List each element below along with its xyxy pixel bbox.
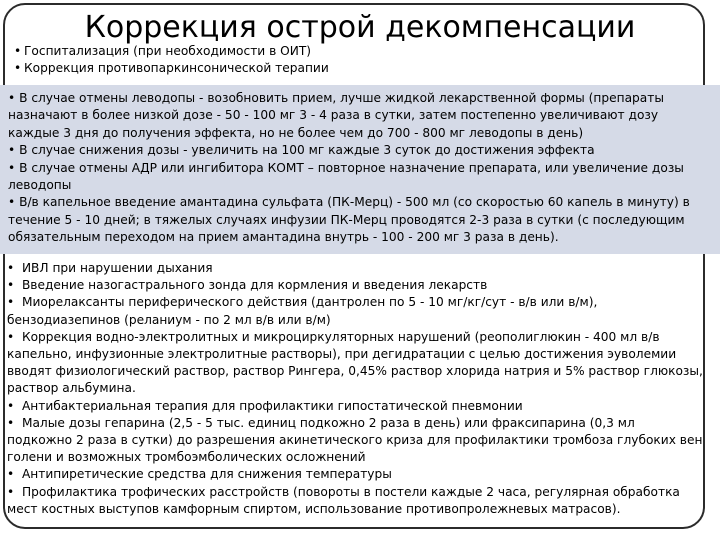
list-item-text: Госпитализация (при необходимости в ОИТ) <box>24 44 312 58</box>
bullet-icon: • <box>8 160 20 175</box>
list-item <box>14 60 329 77</box>
bullet-icon: • <box>7 295 22 310</box>
list-item <box>7 466 703 483</box>
list-item-text: Введение назогастрального зонда для кормления и введения лекарств <box>21 278 488 293</box>
list-item-text: Коррекция противопаркинсонической терапии <box>24 61 329 75</box>
page-title: Коррекция острой декомпенсации <box>84 10 636 45</box>
list-item-text: Антибактериальная терапия для профилактики гипостатической пневмонии <box>21 398 523 413</box>
bullet-icon: • <box>14 61 22 75</box>
highlighted-text-box <box>0 85 720 254</box>
bullet-icon: • <box>7 278 22 293</box>
list-item <box>7 329 703 398</box>
bottom-bullet-list <box>7 260 703 518</box>
overlay-item <box>8 160 712 195</box>
list-item <box>14 43 329 60</box>
bullet-icon: • <box>7 261 22 275</box>
list-item-text: Миорелаксанты периферического действия (дантролен по 5 - 10 мг/кг/сут - в/в или в/м), бензодиазепинов (реланиум - по 2 мл в/в или в/м) <box>7 295 598 327</box>
list-item <box>7 484 703 518</box>
overlay-item-text: В случае отмены леводопы - возобновить прием, лучше жидкой лекарственной формы (препараты назначают в более низкой дозе - 50 - 100 мг 3 - 4 раза в сутки, затем постепенно увеличивают дозу каждые 3 дня до получения эффекта, но не более чем до 700 - 800 мг леводопы в день) <box>8 91 664 140</box>
list-item-text: Коррекция водно-электролитных и микроциркуляторных нарушений (реополиглюкин - 400 мл в/в капельно, инфузионные электролитные растворы), при дегидратации с целью достижения эуволемии вводят физиологический раствор, раствор Рингера, 0,45% раствор хлорида натрия и 5% раствор глюкозы, раствор альбумина. <box>7 329 703 396</box>
bullet-icon: • <box>7 484 22 499</box>
bullet-icon: • <box>7 467 22 482</box>
list-item-text: Антипиретические средства для снижения температуры <box>21 467 392 482</box>
top-bullet-list <box>14 43 329 77</box>
bullet-icon: • <box>7 398 22 413</box>
bullet-icon: • <box>8 143 20 158</box>
list-item <box>7 398 703 415</box>
overlay-item <box>8 142 712 159</box>
bullet-icon: • <box>8 195 20 210</box>
bullet-icon: • <box>14 44 22 58</box>
list-item <box>7 294 703 328</box>
overlay-item <box>8 194 712 246</box>
bullet-icon: • <box>7 329 22 344</box>
bullet-icon: • <box>7 415 22 430</box>
list-item <box>7 415 703 467</box>
list-item <box>7 260 703 277</box>
overlay-item-text: В случае отмены АДР или ингибитора КОМТ – повторное назначение препарата, или увеличение дозы леводопы <box>8 160 684 193</box>
list-item-text: Малые дозы гепарина (2,5 - 5 тыс. единиц подкожно 2 раза в день) или фраксипарина (0,3 мл подкожно 2 раза в сутки) до разрешения акинетического криза для профилактики тромбоза глубоких вен голени и возможных тромбоэмболических осложнений <box>7 415 703 465</box>
bullet-icon: • <box>8 91 20 105</box>
list-item-text: Профилактика трофических расстройств (повороты в постели каждые 2 часа, регулярная обработка мест костных выступов камфорным спиртом, использование противопролежневых матрасов). <box>7 484 680 516</box>
overlay-item-text: В/в капельное введение амантадина сульфата (ПК-Мерц) - 500 мл (со скоростью 60 капель в минуту) в течение 5 - 10 дней; в тяжелых случаях инфузии ПК-Мерц проводятся 2-3 раза в сутки (с последующим обязательным переходом на прием амантадина внутрь - 100 - 200 мг 3 раза в день). <box>8 195 690 245</box>
list-item-text: ИВЛ при нарушении дыхания <box>21 261 213 275</box>
list-item <box>7 277 703 294</box>
overlay-item-text: В случае снижения дозы - увеличить на 100 мг каждые 3 суток до достижения эффекта <box>19 143 595 158</box>
overlay-item <box>8 90 712 142</box>
